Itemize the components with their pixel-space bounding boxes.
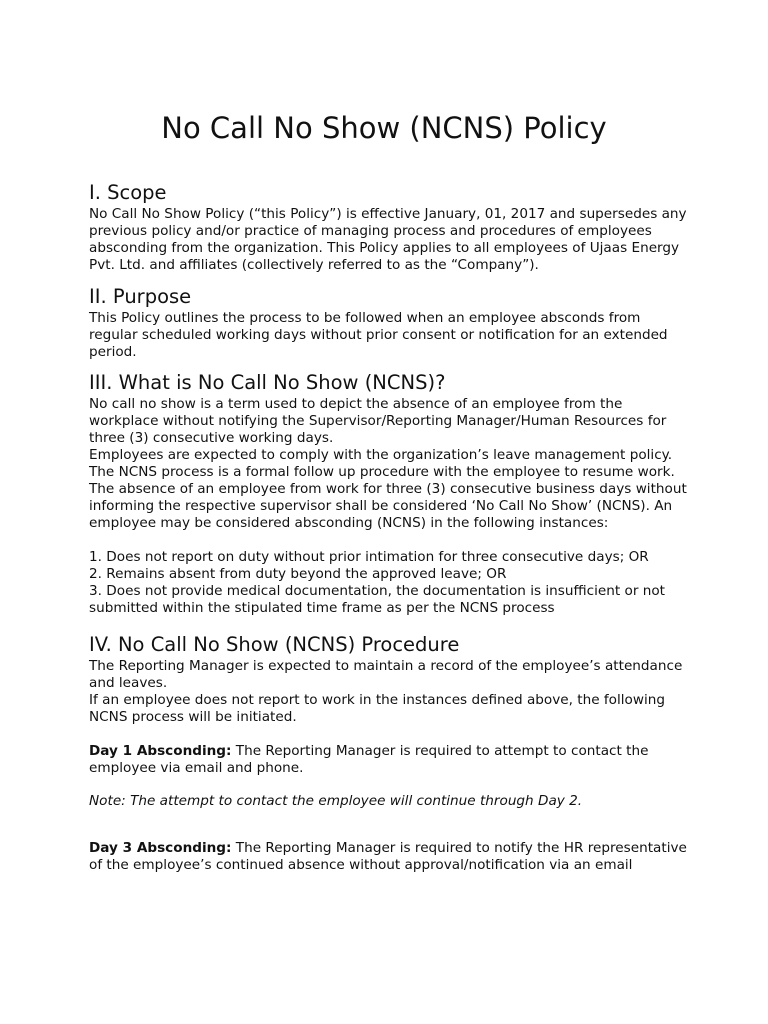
document-title: No Call No Show (NCNS) Policy: [161, 111, 607, 145]
purpose-paragraph: This Policy outlines the process to be followed when an employee absconds from regular scheduled working days without prior consent or notification for an extended period.: [89, 310, 668, 360]
list-item: 1. Does not report on duty without prior intimation for three consecutive days; OR: [89, 549, 649, 565]
section-heading-what-is-ncns: III. What is No Call No Show (NCNS)?: [89, 371, 446, 394]
day-1-label: Day 1 Absconding:: [89, 743, 232, 759]
section-scope: [89, 180, 689, 274]
day-3-text: The Reporting Manager is required to notify the HR representative of the employee’s continued absence without approval/notification via an email: [89, 840, 687, 873]
day-1-paragraph: [89, 743, 689, 777]
procedure-paragraph-1: The Reporting Manager is expected to maintain a record of the employee’s attendance and leaves.: [89, 658, 683, 691]
section-heading-purpose: II. Purpose: [89, 285, 192, 308]
procedure-paragraph-2: If an employee does not report to work in the instances defined above, the following NCNS process will be initiated.: [89, 692, 666, 725]
day-3-paragraph: [89, 840, 689, 874]
what-paragraph-1: No call no show is a term used to depict the absence of an employee from the workplace without notifying the Supervisor/Reporting Manager/Human Resources for three (3) consecutive working days.: [89, 396, 667, 446]
scope-paragraph: No Call No Show Policy (“this Policy”) is effective January, 01, 2017 and supersedes any previous policy and/or practice of managing process and procedures of employees absconding from the organization. This Policy applies to all employees of Ujaas Energy Pvt. Ltd. and affiliates (collectively referred to as the “Company”).: [89, 206, 687, 273]
instances-list: [89, 549, 689, 617]
section-heading-scope: I. Scope: [89, 181, 167, 204]
document-body: [89, 180, 689, 874]
list-item: 3. Does not provide medical documentation, the documentation is insufficient or not submitted within the stipulated time frame as per the NCNS process: [89, 583, 665, 616]
section-what-is-ncns: [89, 370, 689, 617]
note-paragraph: Note: The attempt to contact the employee will continue through Day 2.: [89, 793, 583, 809]
day-1-text: The Reporting Manager is required to attempt to contact the employee via email and phone.: [89, 743, 649, 776]
section-purpose: [89, 284, 689, 361]
list-item: 2. Remains absent from duty beyond the approved leave; OR: [89, 566, 507, 582]
day-3-label: Day 3 Absconding:: [89, 840, 232, 856]
section-heading-procedure: IV. No Call No Show (NCNS) Procedure: [89, 633, 460, 656]
what-paragraph-2: Employees are expected to comply with the organization’s leave management policy. The NCNS process is a formal follow up procedure with the employee to resume work. The absence of an employee from work for three (3) consecutive business days without informing the respective supervisor shall be considered ‘No Call No Show’ (NCNS). An employee may be considered absconding (NCNS) in the following instances:: [89, 447, 687, 531]
section-procedure: [89, 632, 689, 874]
